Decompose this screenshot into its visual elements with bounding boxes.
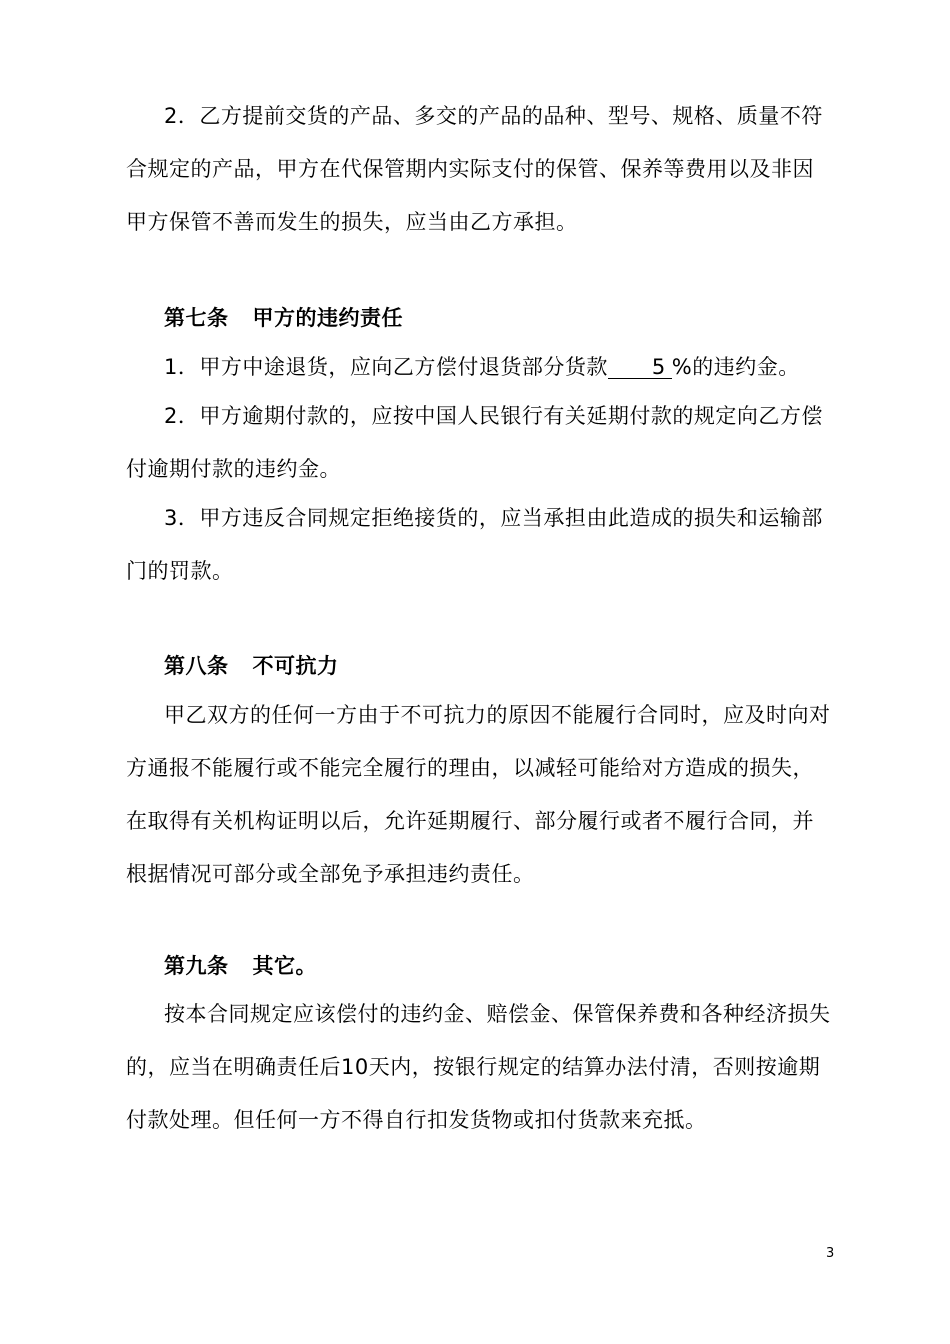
article-9-heading [164,940,317,993]
article-9-title: 其它。 [252,954,317,978]
article-7-title: 甲方的违约责任 [252,306,403,330]
clause-6-2: 2．乙方提前交货的产品、多交的产品的品种、型号、规格、质量不符合规定的产品，甲方在代保管期内实际支付的保管、保养等费用以及非因甲方保管不善而发生的损失，应当由乙方承担。 [126,104,823,234]
article-8-heading [164,640,339,693]
clause-1-text-after: %的违约金。 [671,355,800,379]
article-8-body: 甲乙双方的任何一方由于不可抗力的原因不能履行合同时，应及时向对方通报不能履行或不能完全履行的理由，以减轻可能给对方造成的损失，在取得有关机构证明以后，允许延期履行、部分履行或者不履行合同，并根据情况可部分或全部免予承担违约责任。 [126,703,831,886]
article-7-heading [164,292,403,345]
article-8-number: 第八条 [164,654,229,678]
article-7-number: 第七条 [164,306,229,330]
page-number: 3 [826,1246,835,1261]
article-9-number: 第九条 [164,954,229,978]
article-8-title: 不可抗力 [252,654,339,678]
clause-1-text-before: 1．甲方中途退货，应向乙方偿付退货部分货款 [164,355,608,379]
article-9-body: 按本合同规定应该偿付的违约金、赔偿金、保管保养费和各种经济损失的，应当在明确责任后10天内，按银行规定的结算办法付清，否则按逾期付款处理。但任何一方不得自行扣发货物或扣付货款来充抵。 [126,1002,831,1132]
article-7-clause-1 [126,341,834,394]
penalty-percent-value: 5 [608,356,672,379]
article-7-clause-3: 3．甲方违反合同规定拒绝接货的，应当承担由此造成的损失和运输部门的罚款。 [126,506,823,583]
article-7-clause-2: 2．甲方逾期付款的，应按中国人民银行有关延期付款的规定向乙方偿付逾期付款的违约金。 [126,404,823,481]
